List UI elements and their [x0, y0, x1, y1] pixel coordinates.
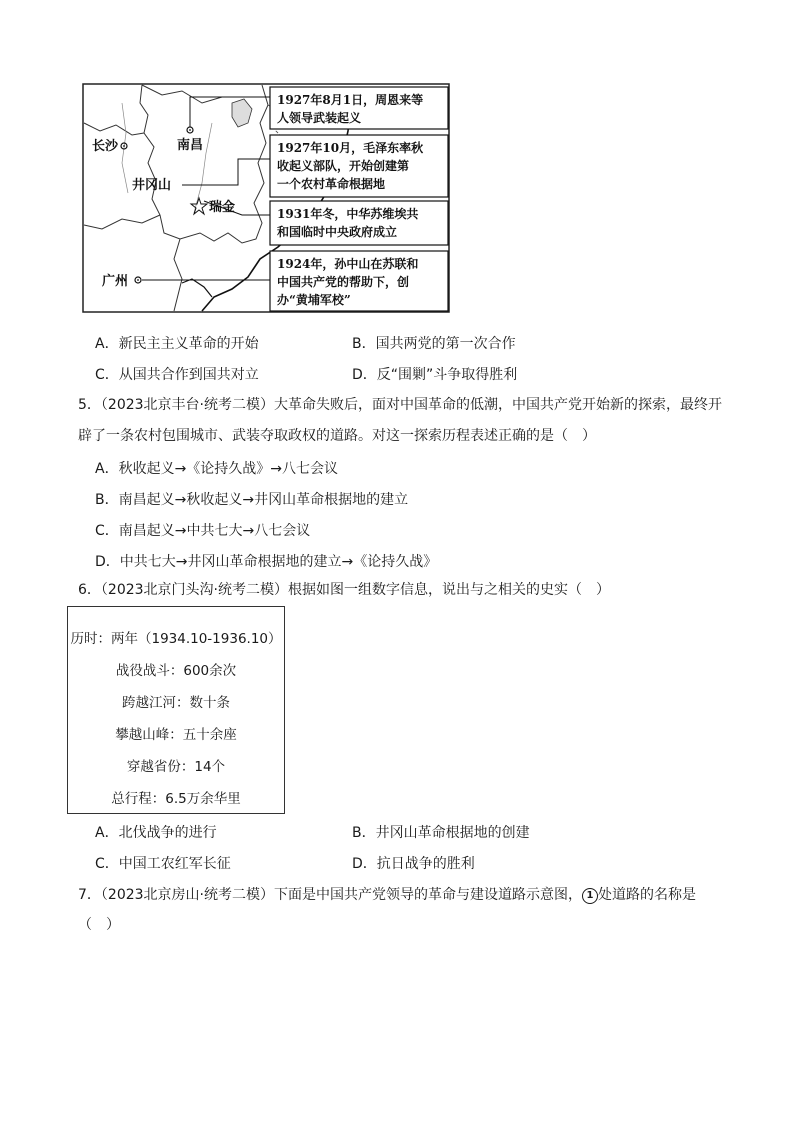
caption-2-line-2: 收起义部队，开始创建第 [277, 159, 410, 173]
q4-option-d[interactable]: D．反“围剿”斗争取得胜利 [352, 367, 518, 383]
caption-4-line-3: 办“黄埔军校” [277, 293, 351, 307]
q7-stem-line-2: （ ） [78, 917, 120, 933]
caption-2-line-1: 1927年10月，毛泽东率秋 [277, 141, 424, 155]
caption-3-line-2: 和国临时中央政府成立 [277, 225, 398, 239]
city-label-jinggangshan: 井冈山 [132, 178, 172, 193]
box-line-duration: 历时：两年（1934.10-1936.10） [70, 631, 282, 647]
q6-option-c[interactable]: C．中国工农红军长征 [95, 856, 231, 872]
box-line-mountains: 攀越山峰：五十余座 [115, 727, 237, 743]
long-march-figures-box [67, 606, 285, 814]
q6-option-b[interactable]: B．井冈山革命根据地的创建 [352, 825, 530, 841]
caption-4-line-2: 中国共产党的帮助下，创 [277, 275, 410, 289]
circled-number-one: 1 [582, 888, 598, 904]
q5-option-a[interactable]: A．秋收起义→《论持久战》→八七会议 [95, 461, 339, 477]
revolution-map [82, 83, 450, 313]
q5-option-d[interactable]: D．中共七大→井冈山革命根据地的建立→《论持久战》 [95, 554, 438, 570]
city-label-guangzhou: 广州 [102, 274, 129, 289]
q7-stem-after: 处道路的名称是 [597, 887, 696, 903]
q7-stem-line-1 [78, 881, 696, 909]
q5-option-b[interactable]: B．南昌起义→秋收起义→井冈山革命根据地的建立 [95, 492, 409, 508]
city-label-nanchang: 南昌 [177, 138, 204, 153]
box-line-distance: 总行程：6.5万余华里 [111, 791, 241, 807]
box-line-provinces: 穿越省份：14个 [126, 759, 226, 775]
caption-1-line-2: 人领导武装起义 [277, 111, 362, 125]
map-illustration [82, 83, 450, 313]
box-line-rivers: 跨越江河：数十条 [122, 695, 230, 711]
q4-option-b[interactable]: B．国共两党的第一次合作 [352, 336, 516, 352]
box-line-battles: 战役战斗：600余次 [115, 663, 237, 679]
caption-2-line-3: 一个农村革命根据地 [277, 177, 386, 191]
q5-option-c[interactable]: C．南昌起义→中共七大→八七会议 [95, 523, 311, 539]
q6-option-d[interactable]: D．抗日战争的胜利 [352, 856, 475, 872]
q4-option-a[interactable]: A．新民主主义革命的开始 [95, 336, 259, 352]
q7-stem-before: 7．（2023北京房山·统考二模）下面是中国共产党领导的革命与建设道路示意图， [78, 887, 582, 903]
q6-option-a[interactable]: A．北伐战争的进行 [95, 825, 217, 841]
caption-3-line-1: 1931年冬，中华苏维埃共 [277, 207, 419, 221]
caption-4-line-1: 1924年，孙中山在苏联和 [277, 257, 419, 271]
q6-stem: 6．（2023北京门头沟·统考二模）根据如图一组数字信息，说出与之相关的史实（ ） [78, 582, 610, 598]
q5-stem-line-1: 5．（2023北京丰台·统考二模）大革命失败后，面对中国革命的低潮，中国共产党开始新的探索，最终开 [78, 397, 722, 413]
q5-stem-line-2: 辟了一条农村包围城市、武装夺取政权的道路。对这一探索历程表述正确的是（ ） [78, 428, 596, 444]
caption-1-line-1: 1927年8月1日，周恩来等 [277, 93, 424, 107]
city-label-changsha: 长沙 [92, 139, 119, 154]
city-label-ruijin: 瑞金 [209, 200, 236, 215]
q4-option-c[interactable]: C．从国共合作到国共对立 [95, 367, 259, 383]
